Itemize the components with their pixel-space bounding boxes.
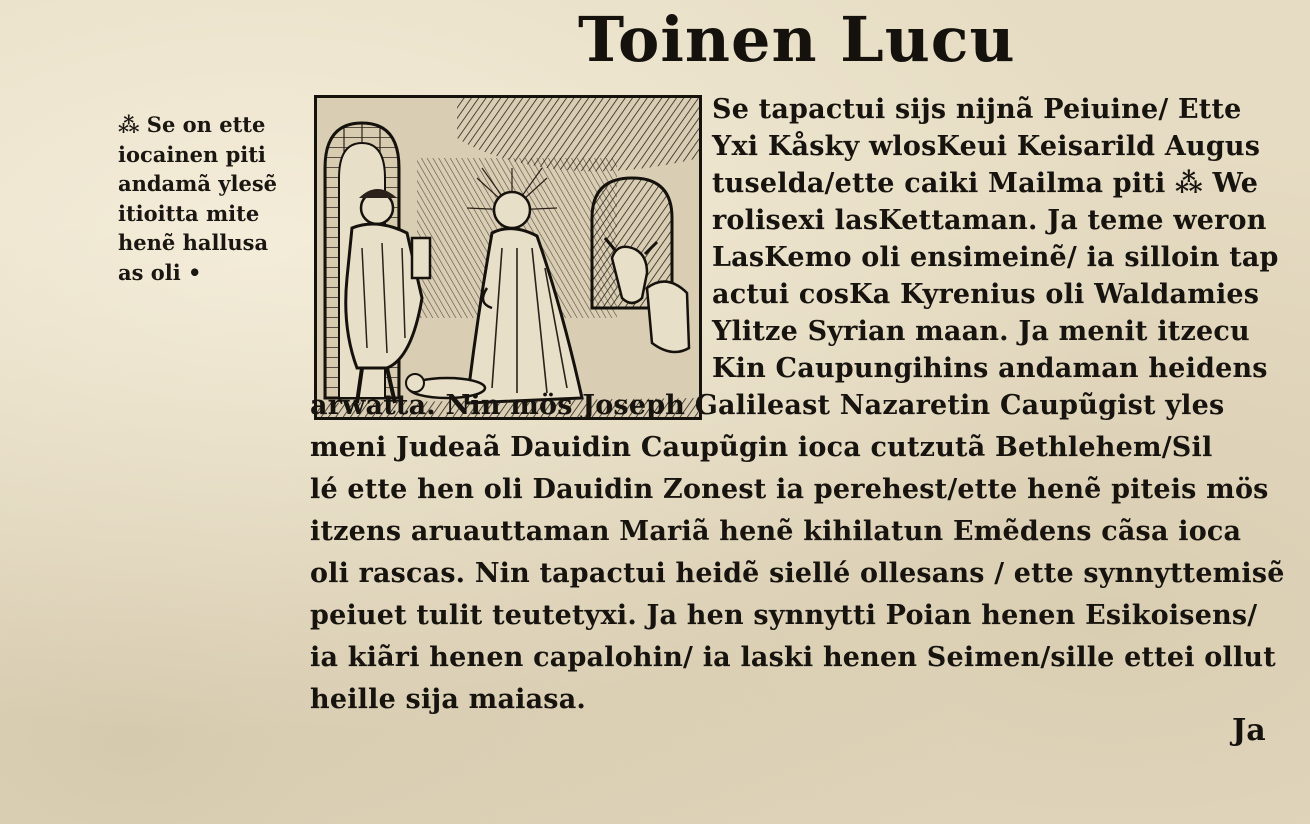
margin-note-line: as oli • [118,259,202,285]
margin-note [118,110,308,287]
text-line: arwatta. Nin mös Joseph Galileast Nazaretin Caupũgist yles [310,390,1225,421]
text-line: actui cosKa Kyrenius oli Waldamies [712,279,1260,310]
woodcut-drawing [317,98,699,417]
margin-note-line: ⁂ Se on ette [118,112,266,137]
text-line: lé ette hen oli Dauidin Zonest ia perehest/ette henẽ piteis mös [310,474,1269,505]
margin-note-line: iocainen piti [118,141,266,167]
text-line: Kin Caupungihins andaman heidens [712,353,1268,384]
margin-note-line: henẽ hallusa [118,230,269,255]
text-line: Ylitze Syrian maan. Ja menit itzecu [712,316,1250,347]
text-line: tuselda/ette caiki Mailma piti ⁂ We [712,168,1259,199]
margin-note-line: itioitta mite [118,200,260,226]
text-line: LasKemo oli ensimeinẽ/ ia silloin tap [712,242,1279,273]
text-line: oli rascas. Nin tapactui heidẽ siellé ollesans / ette synnyttemisẽ [310,558,1285,589]
text-line: Se tapactui sijs nijnã Peiuine/ Ette [712,94,1242,125]
text-line: peiuet tulit teutetyxi. Ja hen synnytti Poian henen Esikoisens/ [310,600,1258,631]
text-line: itzens aruauttaman Mariã henẽ kihilatun Emẽdens cãsa ioca [310,516,1242,547]
text-line: ia kiãri henen capalohin/ ia laski henen Seimen/sille ettei ollut [310,642,1276,673]
text-line: Yxi Kåsky wlosKeui Keisarild Augus [712,131,1261,162]
margin-note-line: andamã ylesẽ [118,171,278,196]
text-line: rolisexi lasKettaman. Ja teme weron [712,205,1267,236]
text-line: meni Judeaã Dauidin Caupũgin ioca cutzutã Bethlehem/Sil [310,432,1213,463]
nativity-woodcut-illustration [314,95,702,420]
page-heading: Toinen Lucu [578,3,1016,76]
catchword: Ja [1232,713,1266,748]
text-line: heille sija maiasa. [310,684,586,715]
